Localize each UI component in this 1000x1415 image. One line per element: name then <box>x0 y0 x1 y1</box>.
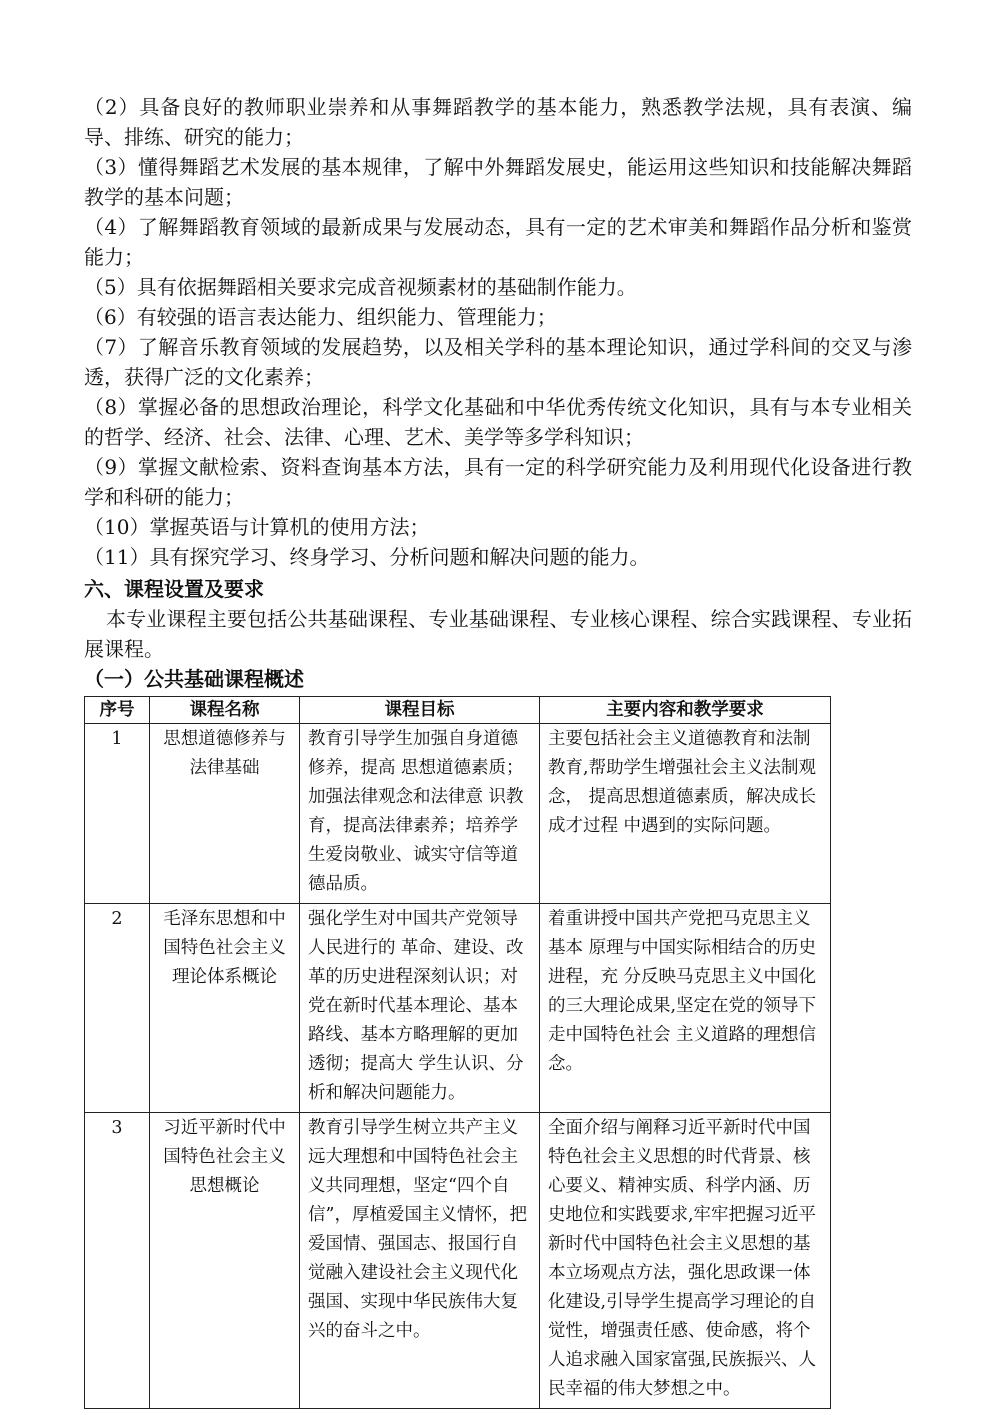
row-num: 3 <box>85 1113 150 1409</box>
paragraph-10: （10）掌握英语与计算机的使用方法； <box>84 515 430 539</box>
paragraph-8: （8）掌握必备的思想政治理论，科学文化基础和中华优秀传统文化知识，具有与本专业相关的哲学、经济、社会、法律、心理、艺术、美学等多学科知识； <box>84 395 912 449</box>
document-page <box>84 92 912 1409</box>
paragraph-2: （2）具备良好的教师职业崇养和从事舞蹈教学的基本能力，熟悉教学法规，具有表演、编导、排练、研究的能力； <box>84 95 912 149</box>
paragraph-3: （3）懂得舞蹈艺术发展的基本规律，了解中外舞蹈发展史，能运用这些知识和技能解决舞蹈教学的基本问题； <box>84 155 912 209</box>
section-intro: 本专业课程主要包括公共基础课程、专业基础课程、专业核心课程、综合实践课程、专业拓展课程。 <box>84 607 912 661</box>
row-num: 2 <box>85 904 150 1113</box>
row-course-goal: 教育引导学生树立共产主义远大理想和中国特色社会主义共同理想，坚定“四个自信”，厚植爱国主义情怀，把爱国情、强国志、报国行自觉融入建设社会主义现代化强国、实现中华民族伟大复兴的奋斗之中。 <box>300 1113 540 1409</box>
paragraph-5: （5）具有依据舞蹈相关要求完成音视频素材的基础制作能力。 <box>84 275 637 299</box>
row-course-goal: 教育引导学生加强自身道德修养，提高 思想道德素质；加强法律观念和法律意 识教育，提高法律素养；培养学生爱岗敬业、诚实守信等道德品质。 <box>300 724 540 904</box>
header-content: 主要内容和教学要求 <box>540 697 831 724</box>
row-course-content: 主要包括社会主义道德教育和法制教育,帮助学生增强社会主义法制观念， 提高思想道德素质，解决成长成才过程 中遇到的实际问题。 <box>540 724 831 904</box>
row-num: 1 <box>85 724 150 904</box>
table-row <box>85 724 831 904</box>
paragraph-11: （11）具有探究学习、终身学习、分析问题和解决问题的能力。 <box>84 545 650 569</box>
row-course-name: 习近平新时代中国特色社会主义思想概论 <box>150 1113 300 1409</box>
paragraph-9: （9）掌握文献检索、资料查询基本方法，具有一定的科学研究能力及利用现代化设备进行教学和科研的能力； <box>84 455 912 509</box>
course-table <box>84 696 831 1409</box>
header-name: 课程名称 <box>150 697 300 724</box>
subsection-title: （一）公共基础课程概述 <box>84 667 304 691</box>
table-row <box>85 1113 831 1409</box>
paragraph-6: （6）有较强的语言表达能力、组织能力、管理能力； <box>84 305 557 329</box>
table-header-row <box>85 697 831 724</box>
row-course-content: 全面介绍与阐释习近平新时代中国特色社会主义思想的时代背景、核心要义、精神实质、科学内涵、历史地位和实践要求,牢牢把握习近平新时代中国特色社会主义思想的基本立场观点方法，强化思政课一体化建设,引导学生提高学习理论的自觉性，增强责任感、使命感，将个人追求融入国家富强,民族振兴、人民幸福的伟大梦想之中。 <box>540 1113 831 1409</box>
header-goal: 课程目标 <box>300 697 540 724</box>
section-title: 六、课程设置及要求 <box>84 577 264 601</box>
row-course-content: 着重讲授中国共产党把马克思主义基本 原理与中国实际相结合的历史进程，充 分反映马克思主义中国化的三大理论成果,坚定在党的领导下走中国特色社会 主义道路的理想信念。 <box>540 904 831 1113</box>
row-course-name: 思想道德修养与法律基础 <box>150 724 300 904</box>
table-row <box>85 904 831 1113</box>
header-num: 序号 <box>85 697 150 724</box>
paragraph-4: （4）了解舞蹈教育领域的最新成果与发展动态，具有一定的艺术审美和舞蹈作品分析和鉴赏能力； <box>84 215 912 269</box>
paragraph-7: （7）了解音乐教育领域的发展趋势，以及相关学科的基本理论知识，通过学科间的交叉与渗透，获得广泛的文化素养； <box>84 335 912 389</box>
row-course-goal: 强化学生对中国共产党领导人民进行的 革命、建设、改革的历史进程深刻认识；对党在新时代基本理论、基本路线、基本方略理解的更加透彻；提高大 学生认识、分析和解决问题能力。 <box>300 904 540 1113</box>
row-course-name: 毛泽东思想和中国特色社会主义理论体系概论 <box>150 904 300 1113</box>
